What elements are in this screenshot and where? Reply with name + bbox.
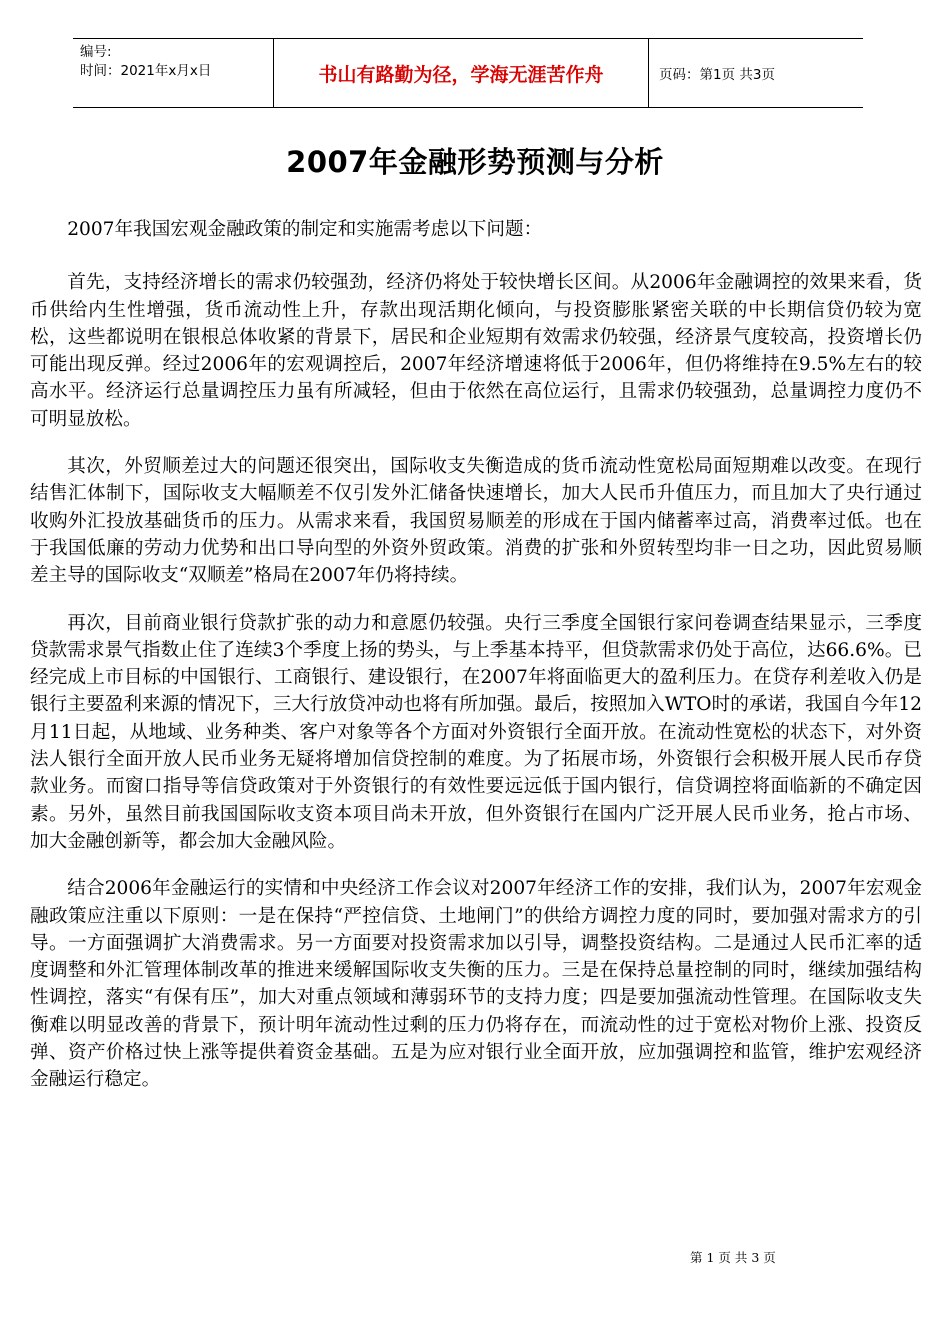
- header-number: 编号:: [80, 44, 112, 60]
- header-meta-cell: [73, 39, 274, 107]
- paragraph-conclusion: 结合2006年金融运行的实情和中央经济工作会议对2007年经济工作的安排，我们认为，2007年宏观金融政策应注重以下原则：一是在保持“严控信贷、土地闸门”的供给方调控力度的同时，要加强对需求方的引导。一方面强调扩大消费需求。另一方面要对投资需求加以引导，调整投资结构。二是通过人民币汇率的适度调整和外汇管理体制改革的推进来缓解国际收支失衡的压力。三是在保持总量控制的同时，继续加强结构性调控，落实“有保有压”，加大对重点领域和薄弱环节的支持力度；四是要加强流动性管理。在国际收支失衡难以明显改善的背景下，预计明年流动性过剩的压力仍将存在，而流动性的过于宽松对物价上涨、投资反弹、资产价格过快上涨等提供着资金基础。五是为应对银行业全面开放，应加强调控和监管，维护宏观经济金融运行稳定。: [30, 878, 922, 1091]
- paragraph-second: 其次，外贸顺差过大的问题还很突出，国际收支失衡造成的货币流动性宽松局面短期难以改变。在现行结售汇体制下，国际收支大幅顺差不仅引发外汇储备快速增长，加大人民币升值压力，而且加大了央行通过收购外汇投放基础货币的压力。从需求来看，我国贸易顺差的形成在于国内储蓄率过高，消费率过低。也在于我国低廉的劳动力优势和出口导向型的外资外贸政策。消费的扩张和外贸转型均非一日之功，因此贸易顺差主导的国际收支“双顺差”格局在2007年仍将持续。: [30, 456, 922, 587]
- document-body: [30, 216, 922, 1114]
- paragraph-intro: 2007年我国宏观金融政策的制定和实施需考虑以下问题：: [67, 219, 543, 240]
- document-header: [73, 38, 863, 108]
- header-page-number: 页码：第1页 共3页: [659, 67, 775, 83]
- header-motto: 书山有路勤为径，学海无涯苦作舟: [274, 39, 649, 107]
- header-time: 时间：2021年x月x日: [80, 63, 212, 79]
- document-title: 2007年金融形势预测与分析: [286, 145, 664, 179]
- page-footer: 第 1 页 共 3 页: [690, 1250, 776, 1265]
- paragraph-first: 首先，支持经济增长的需求仍较强劲，经济仍将处于较快增长区间。从2006年金融调控的效果来看，货币供给内生性增强，货币流动性上升，存款出现活期化倾向，与投资膨胀紧密关联的中长期信贷仍较为宽松，这些都说明在银根总体收紧的背景下，居民和企业短期有效需求仍较强，经济景气度较高，投资增长仍可能出现反弹。经过2006年的宏观调控后，2007年经济增速将低于2006年，但仍将维持在9.5%左右的较高水平。经济运行总量调控压力虽有所减轻，但由于依然在高位运行，且需求仍较强劲，总量调控力度仍不可明显放松。: [30, 272, 922, 430]
- paragraph-third: 再次，目前商业银行贷款扩张的动力和意愿仍较强。央行三季度全国银行家问卷调查结果显示，三季度贷款需求景气指数止住了连续3个季度上扬的势头，与上季基本持平，但贷款需求仍处于高位，达66.6%。已经完成上市目标的中国银行、工商银行、建设银行，在2007年将面临更大的盈利压力。在贷存利差收入仍是银行主要盈利来源的情况下，三大行放贷冲动也将有所加强。最后，按照加入WTO时的承诺，我国自今年12月11日起，从地域、业务种类、客户对象等各个方面对外资银行全面开放。在流动性宽松的状态下，对外资法人银行全面开放人民币业务无疑将增加信贷控制的难度。为了拓展市场，外资银行会积极开展人民币存贷款业务。而窗口指导等信贷政策对于外资银行的有效性要远远低于国内银行，信贷调控将面临新的不确定因素。另外，虽然目前我国国际收支资本项目尚未开放，但外资银行在国内广泛开展人民币业务，抢占市场、加大金融创新等，都会加大金融风险。: [30, 612, 922, 852]
